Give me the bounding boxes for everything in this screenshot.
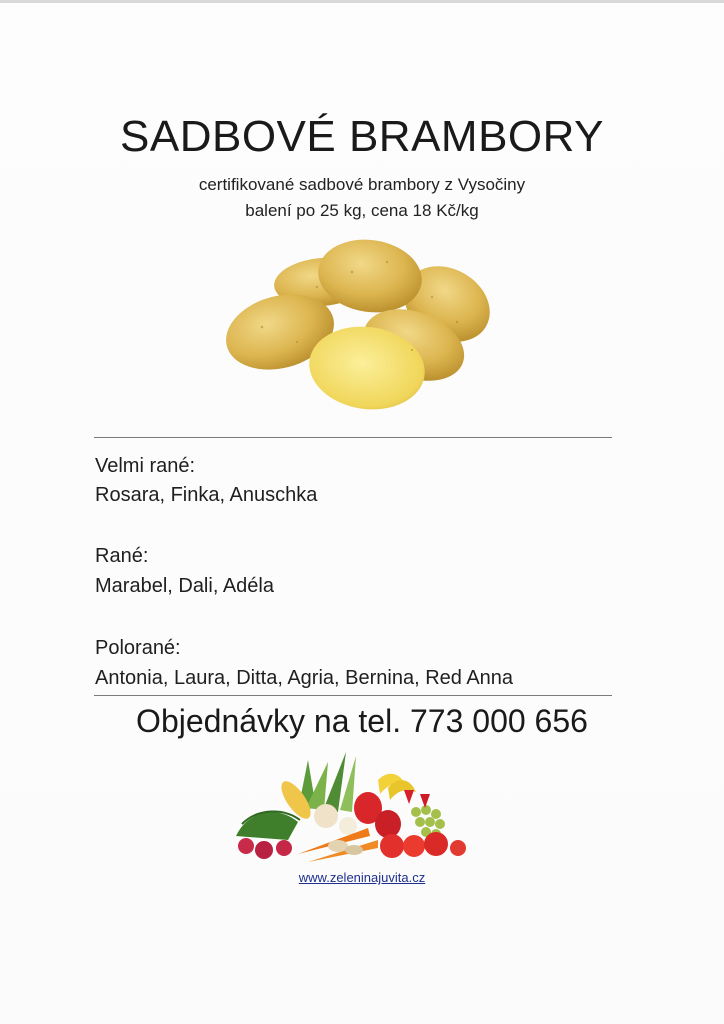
scan-edge bbox=[0, 0, 724, 3]
variety-heading-early: Rané: bbox=[95, 545, 149, 567]
variety-list-mid-early: Antonia, Laura, Ditta, Agria, Bernina, Red Anna bbox=[95, 667, 514, 689]
order-phone-line: Objednávky na tel. 773 000 656 bbox=[136, 703, 588, 739]
variety-heading-very-early: Velmi rané: bbox=[95, 455, 196, 477]
website-link[interactable]: www.zeleninajuvita.cz bbox=[298, 870, 426, 885]
variety-heading-mid-early: Polorané: bbox=[95, 637, 181, 659]
subtitle-line-1: certifikované sadbové brambory z Vysočiny bbox=[198, 175, 526, 194]
variety-list-very-early: Rosara, Finka, Anuschka bbox=[95, 484, 318, 506]
subtitle-line-2: balení po 25 kg, cena 18 Kč/kg bbox=[245, 201, 479, 220]
page-title: SADBOVÉ BRAMBORY bbox=[120, 112, 604, 161]
vegetables-image bbox=[228, 750, 472, 868]
variety-list-early: Marabel, Dali, Adéla bbox=[95, 575, 274, 597]
divider-bottom bbox=[94, 695, 612, 696]
potatoes-image bbox=[222, 232, 494, 418]
divider-top bbox=[94, 437, 612, 438]
